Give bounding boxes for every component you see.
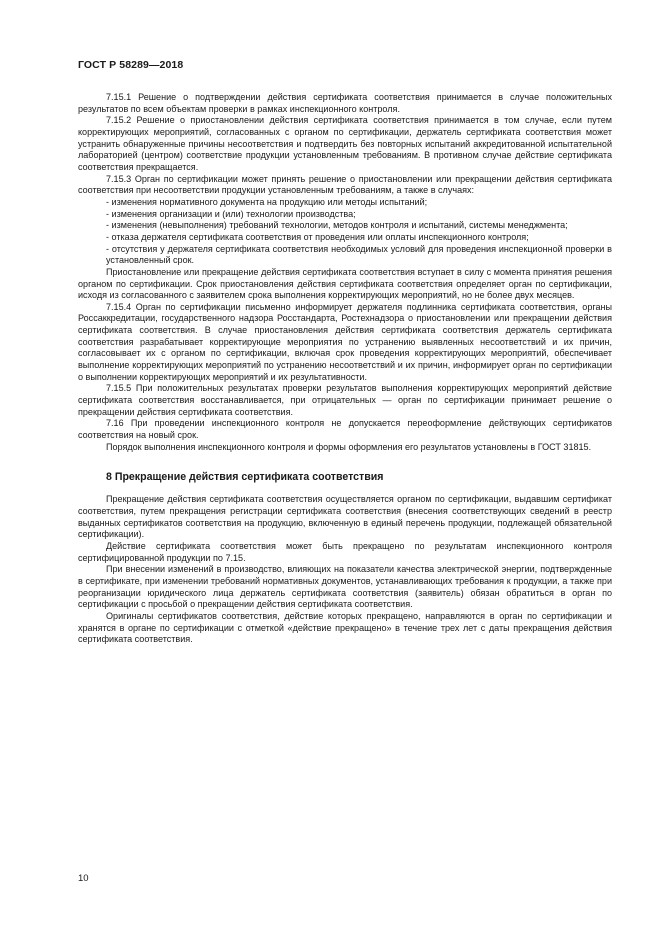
paragraph-8-originals: Оригиналы сертификатов соответствия, действие которых прекращено, направляются в орган по сертификации и хранятся в органе по сертификации с отметкой «действие прекращено» в течение трех лет с даты прекращения действия сертификата соответствия. xyxy=(78,610,612,645)
list-item: - изменения нормативного документа на продукцию или методы испытаний; xyxy=(106,196,428,207)
paragraph-8-inspection: Действие сертификата соответствия может быть прекращено по результатам инспекционного контроля сертифицированной продукции по 7.15. xyxy=(78,540,612,563)
list-item: - отсутствия у держателя сертификата соответствия необходимых условий для проведения инспекционной проверки в установленный срок. xyxy=(106,243,612,266)
paragraph-8-changes: При внесении изменений в производство, влияющих на показатели качества электрической энергии, подтвержденные в сертификате, при изменении требований нормативных документов, устанавливающих требования к продукции, а также при реорганизации юридического лица держатель сертификата соответствия (заявитель) обязан обратиться в орган по сертификации с просьбой о прекращении действия сертификата соответствия. xyxy=(78,564,612,610)
list-item: - изменения (невыполнения) требований технологии, методов контроля и испытаний, системы менеджмента; xyxy=(106,220,568,231)
section-8-heading: 8 Прекращение действия сертификата соответствия xyxy=(106,471,384,484)
paragraph-7-15-4: 7.15.4 Орган по сертификации письменно информирует держателя подлинника сертификата соответствия, органы Россаккредитации, государственного надзора Росстандарта, Ростехнадзора о приостановлении или прекращении действия сертификата соответствия. В случае приостановления действия сертификата соответствия держатель сертификата соответствия разрабатывает корректирующие мероприятия по устранению выявленных несоответствий и их причин, согласовывает их с органом по сертификации, включая срок проведения корректирующих мероприятий, обеспечивает выполнение корректирующих мероприятий по устранению несоответствий и их причин, информирует орган по сертификации о выполнении корректирующих мероприятий и их результативности. xyxy=(78,301,612,382)
list-item: - изменения организации и (или) технологии производства; xyxy=(106,208,356,219)
list-item: - отказа держателя сертификата соответствия от проведения или оплаты инспекционного контроля; xyxy=(106,231,529,242)
paragraph-7-15-5: 7.15.5 При положительных результатах проверки результатов выполнения корректирующих мероприятий действие сертификата соответствия восстанавливается, при отрицательных — орган по сертификации принимает решение о прекращении действия сертификата соответствия. xyxy=(78,383,612,417)
paragraph-inspection-procedure: Порядок выполнения инспекционного контроля и формы оформления его результатов установлены в ГОСТ 31815. xyxy=(106,441,592,452)
paragraph-7-15-3: 7.15.3 Орган по сертификации может принять решение о приостановлении или прекращении действия сертификата соответствия при несоответствии продукции установленным требованиям, а также в случаях: xyxy=(78,173,612,196)
document-header: ГОСТ Р 58289—2018 xyxy=(78,59,184,71)
page-number: 10 xyxy=(78,873,89,884)
paragraph-7-16: 7.16 При проведении инспекционного контроля не допускается переоформление действующих сертификатов соответствия на новый срок. xyxy=(78,418,612,441)
paragraph-8-termination: Прекращение действия сертификата соответствия осуществляется органом по сертификации, выдавшим сертификат соответствия, путем прекращения регистрации сертификата соответствия (внесения соответствующих сведений в реестр выданных сертификатов соответствия на продукцию, включенную в единый перечень продукции, подлежащей обязательной сертификации). xyxy=(78,494,612,540)
paragraph-7-15-1: 7.15.1 Решение о подтверждении действия сертификата соответствия принимается в случае положительных результатов по всем объектам проверки в рамках инспекционного контроля. xyxy=(78,92,612,114)
paragraph-7-15-2: 7.15.2 Решение о приостановлении действия сертификата соответствия принимается в том случае, если путем корректирующих мероприятий, согласованных с органом по сертификации, держатель сертификата соответствия может устранить обнаруженные причины несоответствия и подтвердить без повторных испытаний аккредитованной испытательной лабораторией (центром) соответствие продукции установленным требованиям. В противном случае действие сертификата соответствия прекращается. xyxy=(78,115,612,172)
paragraph-suspension-effect: Приостановление или прекращение действия сертификата соответствия вступает в силу с момента принятия решения органом по сертификации. Срок приостановления действия сертификата соответствия определяет орган по сертификации, исходя из согласованного с заявителем срока выполнения корректирующих мероприятий, но не более двух месяцев. xyxy=(78,266,612,301)
document-body xyxy=(78,92,612,646)
